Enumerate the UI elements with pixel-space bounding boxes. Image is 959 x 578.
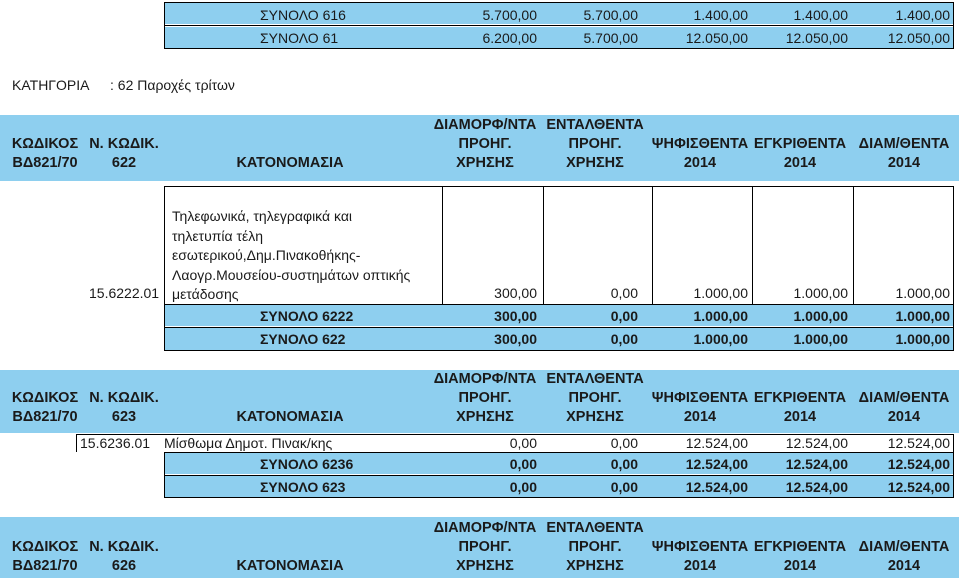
item-value: 1.000,00: [693, 285, 748, 301]
item-value: 12.524,00: [685, 435, 748, 451]
table-header-623: [0, 370, 959, 433]
header-diamth: ΔΙΑΜ/ΘΕΝΤΑ 2014: [858, 539, 950, 574]
header-name: ΚΑΤΟΝΟΜΑΣΙΑ: [236, 558, 344, 574]
header-psif: ΨΗΦΙΣΘΕΝΤΑ 2014: [651, 539, 749, 574]
header-code: ΚΩΔΙΚΟΣ ΒΔ821/70: [11, 136, 79, 171]
sum-value: 6.200,00: [482, 30, 537, 46]
total-value: 1.000,00: [895, 331, 950, 347]
total-value: 12.524,00: [887, 479, 950, 495]
header-ental-prev: ΕΝΤΑΛΘΕΝΤΑ ΠΡΟΗΓ. ΧΡΗΣΗΣ: [546, 371, 644, 425]
total-value: 300,00: [494, 308, 537, 324]
sum-value: 12.050,00: [887, 30, 950, 46]
item-value: 12.524,00: [785, 435, 848, 451]
sum-value: 5.700,00: [482, 7, 537, 23]
item-name: Τηλεφωνικά, τηλεγραφικά και τηλετυπία τέλη εσωτερικού,Δημ.Πινακοθήκης- Λαογρ.Μουσείου-συστημάτων οπτικής μετάδοσης: [172, 208, 411, 302]
header-diamth: ΔΙΑΜ/ΘΕΝΤΑ 2014: [858, 390, 950, 425]
header-code: ΚΩΔΙΚΟΣ ΒΔ821/70: [11, 390, 79, 425]
sum-value: 5.700,00: [583, 7, 638, 23]
total-value: 0,00: [610, 456, 638, 472]
total-value: 12.524,00: [887, 456, 950, 472]
header-diam-prev: ΔΙΑΜΟΡΦ/ΝΤΑ ΠΡΟΗΓ. ΧΡΗΣΗΣ: [433, 520, 537, 574]
item-value: 0,00: [610, 285, 638, 301]
sum-value: 5.700,00: [583, 30, 638, 46]
total-label: ΣΥΝΟΛΟ 622: [260, 331, 346, 347]
total-value: 1.000,00: [693, 308, 748, 324]
total-value: 300,00: [494, 331, 537, 347]
item-name: Μίσθωμα Δημοτ. Πινακ/κης: [164, 435, 333, 451]
header-diam-prev: ΔΙΑΜΟΡΦ/ΝΤΑ ΠΡΟΗΓ. ΧΡΗΣΗΣ: [433, 371, 537, 425]
sum-value: 12.050,00: [785, 30, 848, 46]
item-code: 15.6236.01: [80, 435, 151, 451]
header-psif: ΨΗΦΙΣΘΕΝΤΑ 2014: [651, 390, 749, 425]
header-egkr: ΕΓΚΡΙΘΕΝΤΑ 2014: [753, 136, 847, 171]
category-value: : 62 Παροχές τρίτων: [110, 77, 235, 93]
total-value: 12.524,00: [685, 479, 748, 495]
header-ncode: Ν. ΚΩΔΙΚ. 626: [89, 539, 159, 574]
category-label: ΚΑΤΗΓΟΡΙΑ: [12, 77, 90, 93]
item-value: 300,00: [494, 285, 537, 301]
header-egkr: ΕΓΚΡΙΘΕΝΤΑ 2014: [753, 390, 847, 425]
total-value: 12.524,00: [785, 479, 848, 495]
total-value: 0,00: [610, 479, 638, 495]
header-name: ΚΑΤΟΝΟΜΑΣΙΑ: [236, 409, 344, 425]
item-code: 15.6222.01: [89, 285, 160, 301]
item-value: 1.000,00: [895, 285, 950, 301]
total-value: 0,00: [509, 456, 537, 472]
header-egkr: ΕΓΚΡΙΘΕΝΤΑ 2014: [753, 539, 847, 574]
total-value: 0,00: [610, 331, 638, 347]
header-code: ΚΩΔΙΚΟΣ ΒΔ821/70: [11, 539, 79, 574]
header-diam-prev: ΔΙΑΜΟΡΦ/ΝΤΑ ΠΡΟΗΓ. ΧΡΗΣΗΣ: [433, 117, 537, 171]
item-value: 0,00: [610, 435, 638, 451]
sum-label: ΣΥΝΟΛΟ 616: [260, 7, 346, 23]
total-label: ΣΥΝΟΛΟ 623: [260, 479, 346, 495]
total-value: 12.524,00: [685, 456, 748, 472]
header-psif: ΨΗΦΙΣΘΕΝΤΑ 2014: [651, 136, 749, 171]
item-value: 0,00: [509, 435, 537, 451]
header-ental-prev: ΕΝΤΑΛΘΕΝΤΑ ΠΡΟΗΓ. ΧΡΗΣΗΣ: [546, 520, 644, 574]
item-value: 1.000,00: [793, 285, 848, 301]
header-name: ΚΑΤΟΝΟΜΑΣΙΑ: [236, 155, 344, 171]
total-label: ΣΥΝΟΛΟ 6222: [260, 308, 354, 324]
total-value: 1.000,00: [793, 308, 848, 324]
header-ncode: Ν. ΚΩΔΙΚ. 622: [89, 136, 159, 171]
sum-value: 1.400,00: [693, 7, 748, 23]
table-header-626: [0, 517, 959, 578]
sum-value: 1.400,00: [895, 7, 950, 23]
total-value: 1.000,00: [793, 331, 848, 347]
total-value: 12.524,00: [785, 456, 848, 472]
table-header-622: [0, 115, 959, 181]
total-value: 0,00: [610, 308, 638, 324]
sum-label: ΣΥΝΟΛΟ 61: [260, 30, 339, 46]
header-diamth: ΔΙΑΜ/ΘΕΝΤΑ 2014: [858, 136, 950, 171]
item-value: 12.524,00: [887, 435, 950, 451]
sum-value: 1.400,00: [793, 7, 848, 23]
total-label: ΣΥΝΟΛΟ 6236: [260, 456, 354, 472]
total-value: 0,00: [509, 479, 537, 495]
total-value: 1.000,00: [895, 308, 950, 324]
total-value: 1.000,00: [693, 331, 748, 347]
header-ental-prev: ΕΝΤΑΛΘΕΝΤΑ ΠΡΟΗΓ. ΧΡΗΣΗΣ: [546, 117, 644, 171]
sum-value: 12.050,00: [685, 30, 748, 46]
header-ncode: Ν. ΚΩΔΙΚ. 623: [89, 390, 159, 425]
